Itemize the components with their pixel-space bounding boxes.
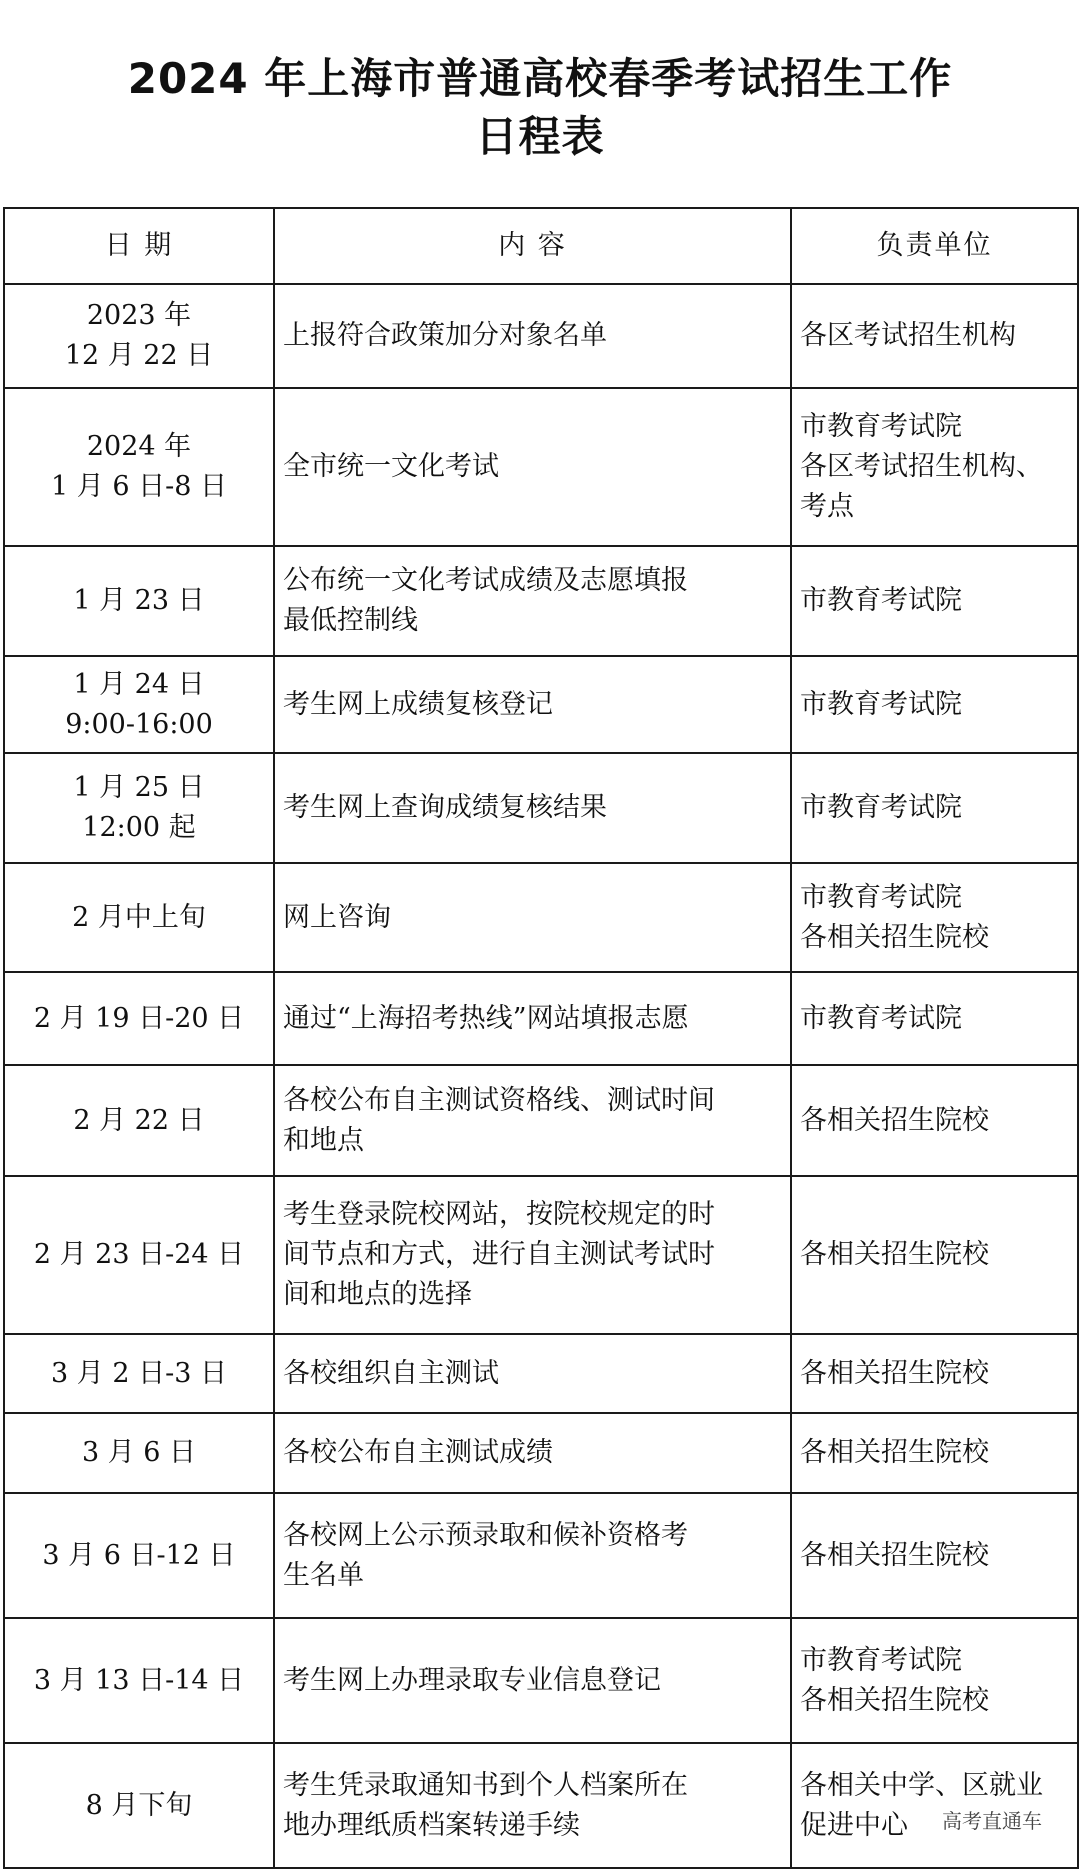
row-content: 考生凭录取通知书到个人档案所在 地办理纸质档案转递手续 <box>274 1743 791 1868</box>
header-content: 内 容 <box>274 208 791 284</box>
row-unit: 各相关招生院校 <box>791 1176 1078 1334</box>
row-unit: 市教育考试院 <box>791 656 1078 753</box>
table-row <box>4 1413 1078 1493</box>
document-title <box>0 50 1080 166</box>
row-unit: 市教育考试院 <box>791 546 1078 656</box>
row-date: 2024 年 1 月 6 日-8 日 <box>4 388 274 546</box>
row-date: 2 月 22 日 <box>4 1065 274 1176</box>
row-content: 各校组织自主测试 <box>274 1334 791 1413</box>
row-unit: 各相关招生院校 <box>791 1065 1078 1176</box>
row-unit: 市教育考试院 各区考试招生机构、 考点 <box>791 388 1078 546</box>
row-content: 网上咨询 <box>274 863 791 972</box>
row-content: 各校网上公示预录取和候补资格考 生名单 <box>274 1493 791 1618</box>
row-unit: 各相关招生院校 <box>791 1334 1078 1413</box>
table-row <box>4 388 1078 546</box>
table-row <box>4 1176 1078 1334</box>
table-row <box>4 1493 1078 1618</box>
schedule-table <box>3 207 1079 1869</box>
row-date: 8 月下旬 <box>4 1743 274 1868</box>
table-row <box>4 656 1078 753</box>
row-content: 上报符合政策加分对象名单 <box>274 284 791 388</box>
table-row <box>4 1743 1078 1868</box>
table-row <box>4 1618 1078 1743</box>
row-date: 1 月 24 日 9:00-16:00 <box>4 656 274 753</box>
title-line-2: 日程表 <box>475 112 605 161</box>
row-date: 1 月 23 日 <box>4 546 274 656</box>
table-row <box>4 863 1078 972</box>
table-row <box>4 546 1078 656</box>
row-date: 1 月 25 日 12:00 起 <box>4 753 274 863</box>
row-date: 3 月 6 日-12 日 <box>4 1493 274 1618</box>
row-content: 全市统一文化考试 <box>274 388 791 546</box>
header-date: 日 期 <box>4 208 274 284</box>
row-content: 考生登录院校网站，按院校规定的时 间节点和方式，进行自主测试考试时 间和地点的选择 <box>274 1176 791 1334</box>
header-unit: 负责单位 <box>791 208 1078 284</box>
row-content: 考生网上办理录取专业信息登记 <box>274 1618 791 1743</box>
row-content: 各校公布自主测试成绩 <box>274 1413 791 1493</box>
table-row <box>4 1065 1078 1176</box>
watermark-text: 高考直通车 <box>942 1809 1042 1833</box>
table-row <box>4 753 1078 863</box>
row-content: 各校公布自主测试资格线、测试时间 和地点 <box>274 1065 791 1176</box>
row-date: 2023 年 12 月 22 日 <box>4 284 274 388</box>
row-date: 2 月中上旬 <box>4 863 274 972</box>
table-row <box>4 1334 1078 1413</box>
row-unit: 各相关招生院校 <box>791 1413 1078 1493</box>
row-content: 考生网上成绩复核登记 <box>274 656 791 753</box>
row-content: 考生网上查询成绩复核结果 <box>274 753 791 863</box>
row-content: 公布统一文化考试成绩及志愿填报 最低控制线 <box>274 546 791 656</box>
row-unit: 各相关中学、区就业 促进中心 <box>791 1743 1078 1868</box>
table-row <box>4 972 1078 1065</box>
row-date: 3 月 2 日-3 日 <box>4 1334 274 1413</box>
row-date: 2 月 19 日-20 日 <box>4 972 274 1065</box>
row-unit: 市教育考试院 <box>791 753 1078 863</box>
row-date: 3 月 6 日 <box>4 1413 274 1493</box>
row-unit: 市教育考试院 各相关招生院校 <box>791 1618 1078 1743</box>
title-line-1: 2024 年上海市普通高校春季考试招生工作 <box>127 54 953 103</box>
row-content: 通过“上海招考热线”网站填报志愿 <box>274 972 791 1065</box>
row-date: 2 月 23 日-24 日 <box>4 1176 274 1334</box>
table-row <box>4 284 1078 388</box>
row-unit: 各区考试招生机构 <box>791 284 1078 388</box>
row-date: 3 月 13 日-14 日 <box>4 1618 274 1743</box>
row-unit: 市教育考试院 <box>791 972 1078 1065</box>
table-header-row <box>4 208 1078 284</box>
row-unit: 各相关招生院校 <box>791 1493 1078 1618</box>
row-unit: 市教育考试院 各相关招生院校 <box>791 863 1078 972</box>
